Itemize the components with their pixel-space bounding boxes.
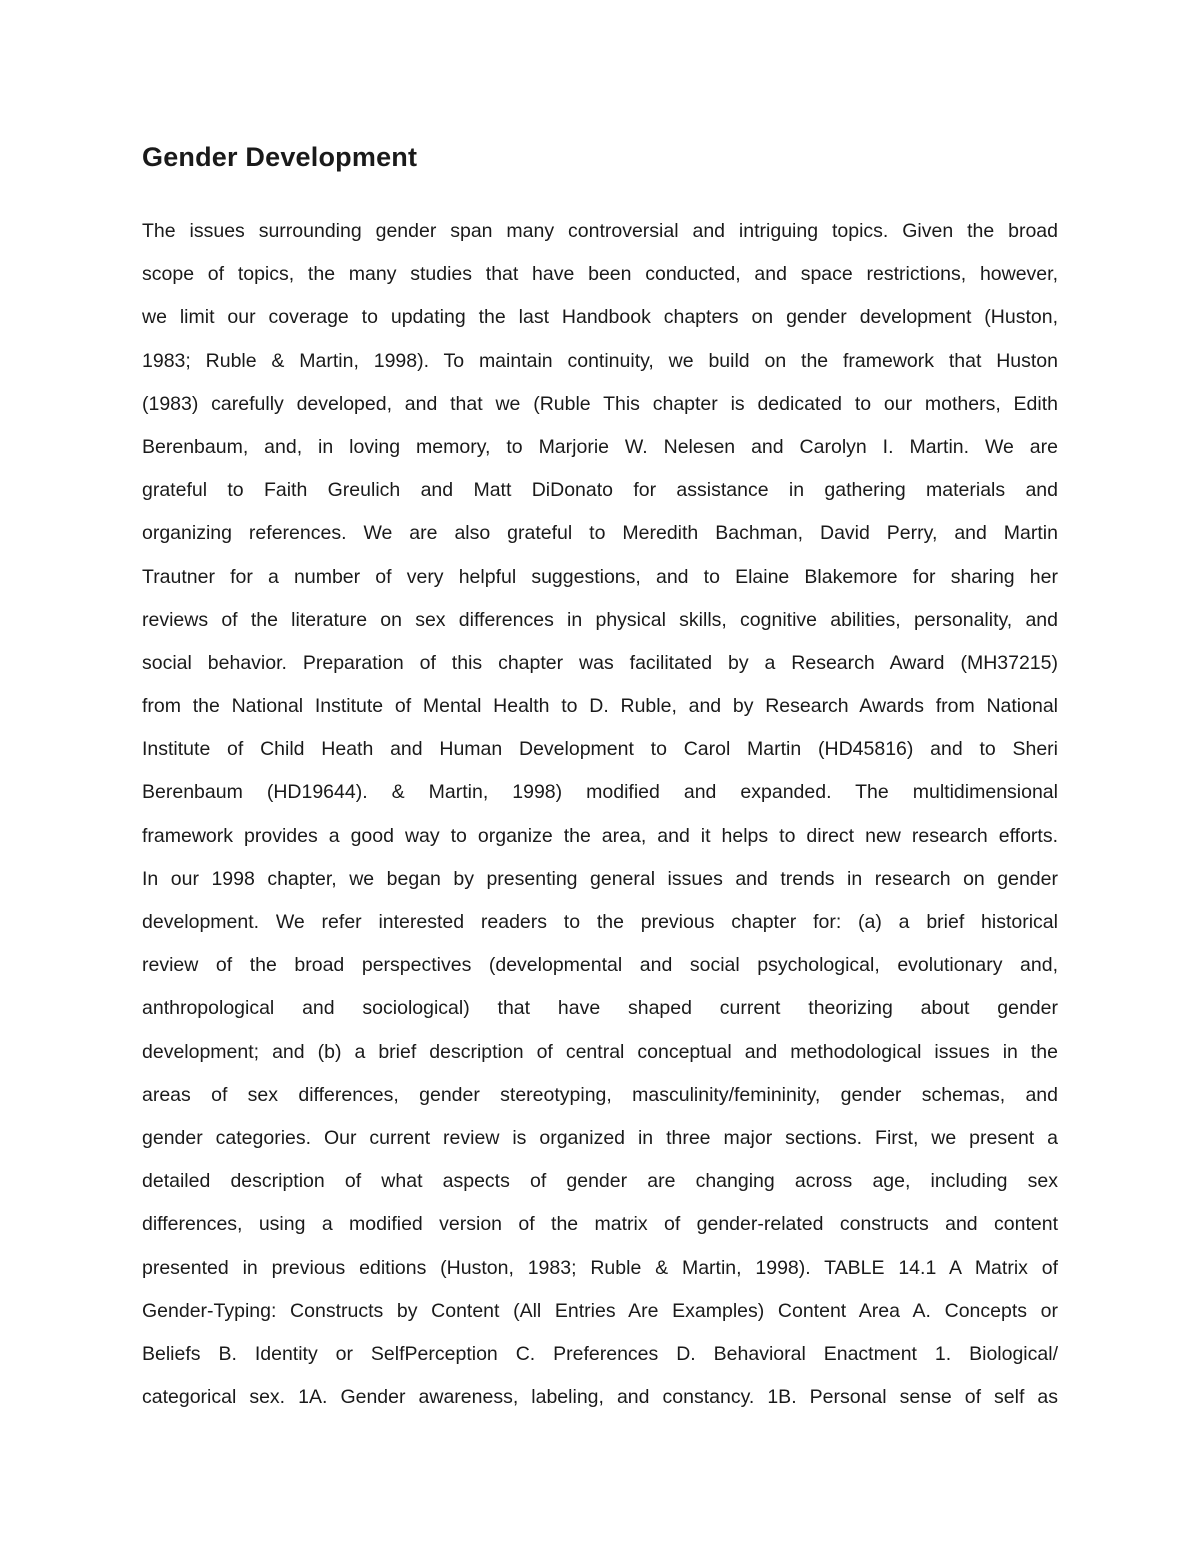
text-line: Institute of Child Heath and Human Development to Carol Martin (HD45816) and to Sheri	[142, 738, 1058, 761]
text-line: categorical sex. 1A. Gender awareness, labeling, and constancy. 1B. Personal sense of self as	[142, 1386, 1058, 1409]
text-line: 1983; Ruble & Martin, 1998). To maintain continuity, we build on the framework that Huston	[142, 349, 1058, 372]
text-line: In our 1998 chapter, we began by presenting general issues and trends in research on gender	[142, 867, 1058, 890]
text-line: areas of sex differences, gender stereotyping, masculinity/femininity, gender schemas, and	[142, 1083, 1058, 1106]
text-line: Gender-Typing: Constructs by Content (All Entries Are Examples) Content Area A. Concepts or	[142, 1299, 1058, 1322]
text-line: framework provides a good way to organize the area, and it helps to direct new research efforts.	[142, 824, 1058, 847]
text-line: review of the broad perspectives (developmental and social psychological, evolutionary and,	[142, 954, 1058, 977]
text-line: we limit our coverage to updating the last Handbook chapters on gender development (Huston,	[142, 306, 1058, 329]
text-line: development; and (b) a brief description of central conceptual and methodological issues in the	[142, 1040, 1058, 1063]
text-line: anthropological and sociological) that have shaped current theorizing about gender	[142, 997, 1058, 1020]
text-line: Berenbaum, and, in loving memory, to Marjorie W. Nelesen and Carolyn I. Martin. We are	[142, 435, 1058, 458]
text-line: reviews of the literature on sex differences in physical skills, cognitive abilities, personality, and	[142, 608, 1058, 631]
text-line: scope of topics, the many studies that have been conducted, and space restrictions, however,	[142, 263, 1058, 286]
text-line: Berenbaum (HD19644). & Martin, 1998) modified and expanded. The multidimensional	[142, 781, 1058, 804]
text-line: Beliefs B. Identity or SelfPerception C. Preferences D. Behavioral Enactment 1. Biological/	[142, 1342, 1058, 1365]
text-line: detailed description of what aspects of gender are changing across age, including sex	[142, 1170, 1058, 1193]
text-line: development. We refer interested readers to the previous chapter for: (a) a brief historical	[142, 911, 1058, 933]
text-line: grateful to Faith Greulich and Matt DiDonato for assistance in gathering materials and	[142, 479, 1058, 502]
text-line: (1983) carefully developed, and that we (Ruble This chapter is dedicated to our mothers, Edith	[142, 392, 1058, 415]
text-line: differences, using a modified version of the matrix of gender-related constructs and content	[142, 1213, 1058, 1236]
text-line: social behavior. Preparation of this chapter was facilitated by a Research Award (MH37215)	[142, 651, 1058, 674]
text-line: gender categories. Our current review is organized in three major sections. First, we present a	[142, 1126, 1058, 1149]
text-line: presented in previous editions (Huston, 1983; Ruble & Martin, 1998). TABLE 14.1 A Matrix of	[142, 1256, 1058, 1279]
text-line: The issues surrounding gender span many controversial and intriguing topics. Given the broad	[142, 220, 1058, 242]
text-line: organizing references. We are also grateful to Meredith Bachman, David Perry, and Martin	[142, 522, 1058, 545]
document-title: Gender Development	[142, 142, 418, 172]
text-line: Trautner for a number of very helpful suggestions, and to Elaine Blakemore for sharing her	[142, 565, 1058, 588]
text-line: from the National Institute of Mental Health to D. Ruble, and by Research Awards from National	[142, 695, 1058, 718]
body-paragraph	[142, 210, 1058, 1419]
